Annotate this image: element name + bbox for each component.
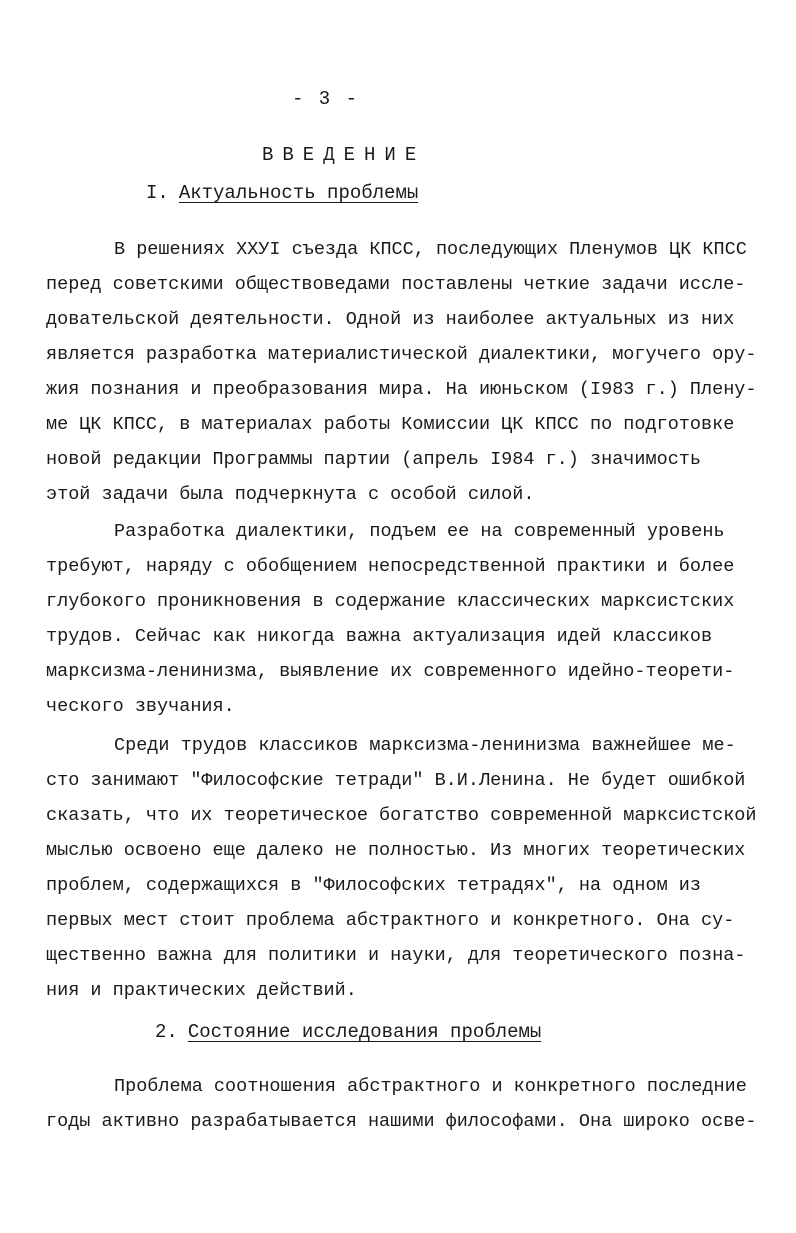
paragraph-line: требуют, наряду с обобщением непосредственной практики и более <box>46 556 735 577</box>
paragraph-line: годы активно разрабатывается нашими философами. Она широко осве- <box>46 1111 757 1132</box>
paragraph-research-state-1 <box>46 1069 757 1139</box>
introduction-heading: ВВЕДЕНИЕ <box>262 144 426 166</box>
paragraph-line: сто занимают "Философские тетради" В.И.Ленина. Не будет ошибкой <box>46 770 746 791</box>
paragraph-line: трудов. Сейчас как никогда важна актуализация идей классиков <box>46 626 713 647</box>
paragraph-line: первых мест стоит проблема абстрактного и конкретного. Она су- <box>46 910 735 931</box>
section-title: Актуальность проблемы <box>178 182 419 204</box>
paragraph-relevance-2 <box>46 514 746 724</box>
paragraph-line: Среди трудов классиков марксизма-ленинизма важнейшее ме- <box>114 735 736 756</box>
page-number: - 3 - <box>292 88 360 110</box>
paragraph-line: ме ЦК КПСС, в материалах работы Комиссии ЦК КПСС по подготовке <box>46 414 735 435</box>
paragraph-line: глубокого проникновения в содержание классических марксистских <box>46 591 735 612</box>
paragraph-line: щественно важна для политики и науки, для теоретического позна- <box>46 945 746 966</box>
section-title: Состояние исследования проблемы <box>187 1021 542 1043</box>
paragraph-line: новой редакции Программы партии (апрель I984 г.) значимость <box>46 449 702 470</box>
paragraph-line: проблем, содержащихся в "Философских тетрадях", на одном из <box>46 875 702 896</box>
paragraph-relevance-3 <box>46 728 757 1008</box>
paragraph-line: этой задачи была подчеркнута с особой силой. <box>46 484 535 505</box>
section-number: I. <box>146 182 169 204</box>
paragraph-line: марксизма-ленинизма, выявление их современного идейно-теорети- <box>46 661 735 682</box>
paragraph-line: сказать, что их теоретическое богатство современной марксистской <box>46 805 757 826</box>
section-heading-research-state <box>155 1021 541 1043</box>
paragraph-line: ческого звучания. <box>46 696 235 717</box>
section-number: 2. <box>155 1021 178 1043</box>
paragraph-line: В решениях XXУI съезда КПСС, последующих Пленумов ЦК КПСС <box>114 239 747 260</box>
paragraph-line: Разработка диалектики, подъем ее на современный уровень <box>114 521 725 542</box>
paragraph-line: является разработка материалистической диалектики, могучего ору- <box>46 344 757 365</box>
paragraph-line: мыслью освоено еще далеко не полностью. Из многих теоретических <box>46 840 746 861</box>
paragraph-line: довательской деятельности. Одной из наиболее актуальных из них <box>46 309 735 330</box>
paragraph-line: ния и практических действий. <box>46 980 357 1001</box>
paragraph-line: жия познания и преобразования мира. На июньском (I983 г.) Плену- <box>46 379 757 400</box>
paragraph-line: перед советскими обществоведами поставлены четкие задачи иссле- <box>46 274 746 295</box>
paragraph-line: Проблема соотношения абстрактного и конкретного последние <box>114 1076 747 1097</box>
paragraph-relevance-1 <box>46 232 757 512</box>
section-heading-relevance <box>146 182 418 204</box>
